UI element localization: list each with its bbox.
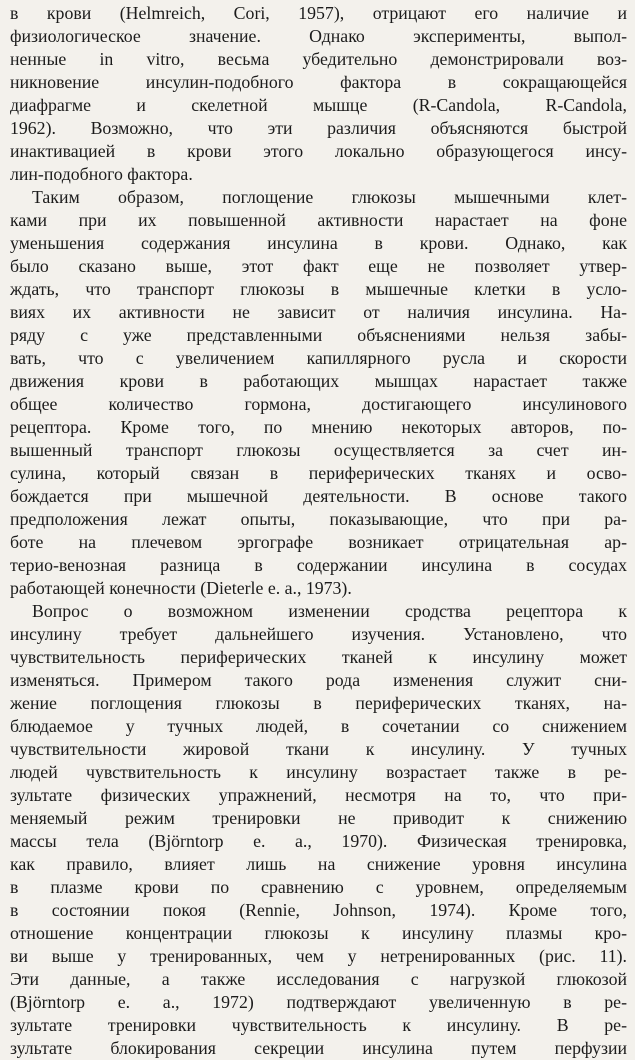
text-line: (Björntorp e. a., 1972) подтверждают увеличенную в ре- — [10, 992, 627, 1012]
text-line: ками при их повышенной активности нарастает на фоне — [10, 210, 627, 230]
text-line: ждать, что транспорт глюкозы в мышечные клетки в усло- — [10, 279, 627, 299]
text-line: жение поглощения глюкозы в периферических тканях, на- — [10, 693, 627, 713]
text-line: движения крови в работающих мышцах нарастает также — [10, 371, 627, 391]
text-line: вышенный транспорт глюкозы осуществляется за счет ин- — [10, 440, 627, 460]
text-line: изменяться. Примером такого рода изменения служит сни- — [10, 670, 627, 690]
text-line: диафрагме и скелетной мышце (R-Candola, R-Candola, — [10, 95, 627, 115]
text-line: было сказано выше, этот факт еще не позволяет утвер- — [10, 256, 627, 276]
text-line: 1962). Возможно, что эти различия объясняются быстрой — [10, 118, 627, 138]
paragraph-1 — [10, 2, 627, 186]
text-line: Таким образом, поглощение глюкозы мышечными клет- — [32, 187, 627, 207]
text-line: общее количество гормона, достигающего инсулинового — [10, 394, 627, 414]
text-line: меняемый режим тренировки не приводит к снижению — [10, 808, 627, 828]
text-line: блюдаемое у тучных людей, в сочетании со снижением — [10, 716, 627, 736]
text-line: людей чувствительность к инсулину возрастает также в ре- — [10, 762, 627, 782]
text-line: инактивацией в крови этого локально образующегося инсу- — [10, 141, 627, 161]
text-line: предположения лежат опыты, показывающие, что при ра- — [10, 509, 627, 529]
text-line: ненные in vitro, весьма убедительно демонстрировали воз- — [10, 49, 627, 69]
text-line: зультате блокирования секреции инсулина путем перфузии — [10, 1038, 627, 1058]
text-line: физиологическое значение. Однако эксперименты, выпол- — [10, 26, 627, 46]
text-line: инсулину требует дальнейшего изучения. Установлено, что — [10, 624, 627, 644]
text-line: Вопрос о возможном изменении сродства рецептора к — [32, 601, 627, 621]
text-line: уменьшения содержания инсулина в крови. Однако, как — [10, 233, 627, 253]
text-line: отношение концентрации глюкозы к инсулину плазмы кро- — [10, 923, 627, 943]
text-line: в крови (Helmreich, Cori, 1957), отрицают его наличие и — [10, 3, 627, 23]
text-line: Эти данные, а также исследования с нагрузкой глюкозой — [10, 969, 627, 989]
text-line: виях их активности не зависит от наличия инсулина. На- — [10, 302, 627, 322]
text-line: лин-подобного фактора. — [10, 164, 193, 184]
text-line: как правило, влияет лишь на снижение уровня инсулина — [10, 854, 627, 874]
text-line: рецептора. Кроме того, по мнению некоторых авторов, по- — [10, 417, 627, 437]
text-line: чувствительности жировой ткани к инсулину. У тучных — [10, 739, 627, 759]
text-line: никновение инсулин-подобного фактора в сокращающейся — [10, 72, 627, 92]
paragraph-2 — [10, 186, 627, 600]
text-line: ви выше у тренированных, чем у нетренированных (рис. 11). — [10, 946, 627, 966]
text-line: массы тела (Björntorp e. a., 1970). Физическая тренировка, — [10, 831, 627, 851]
paragraph-3 — [10, 600, 627, 1060]
text-line: сулина, который связан в периферических тканях и осво- — [10, 463, 627, 483]
text-line: терио-венозная разница в содержании инсулина в сосудах — [10, 555, 627, 575]
text-line: в плазме крови по сравнению с уровнем, определяемым — [10, 877, 627, 897]
text-line: работающей конечности (Dieterle e. a., 1973). — [10, 578, 352, 598]
text-line: бождается при мышечной деятельности. В основе такого — [10, 486, 627, 506]
text-line: ряду с уже представленными объяснениями нельзя забы- — [10, 325, 627, 345]
text-line: чувствительность периферических тканей к инсулину может — [10, 647, 627, 667]
text-line: боте на плечевом эргографе возникает отрицательная ар- — [10, 532, 627, 552]
text-line: зультате тренировки чувствительность к инсулину. В ре- — [10, 1015, 627, 1035]
text-line: вать, что с увеличением капиллярного русла и скорости — [10, 348, 627, 368]
text-line: в состоянии покоя (Rennie, Johnson, 1974). Кроме того, — [10, 900, 627, 920]
text-line: зультате физических упражнений, несмотря на то, что при- — [10, 785, 627, 805]
